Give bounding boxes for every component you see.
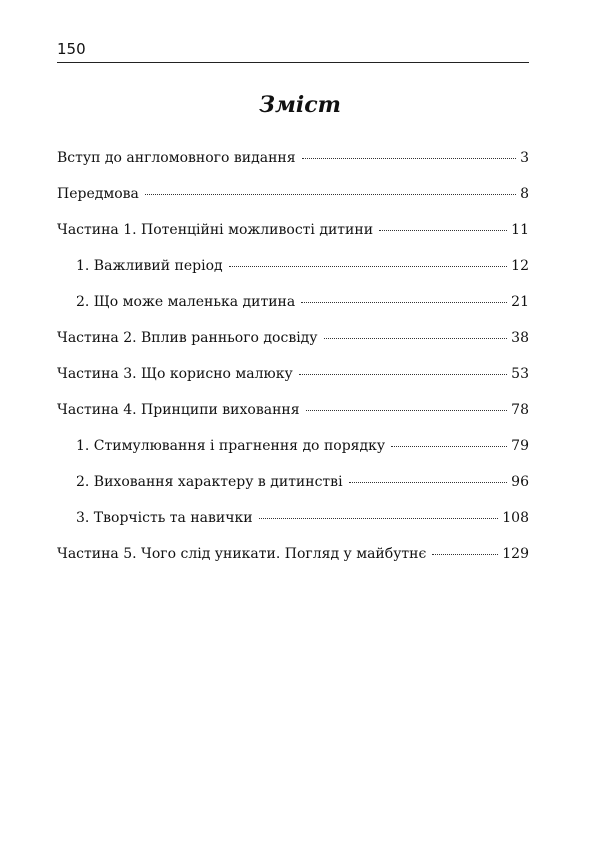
toc-entry[interactable] [57,366,529,382]
toc-entry[interactable] [57,186,529,202]
toc-entry-page: 79 [511,438,529,454]
toc-dot-leader [302,158,517,159]
toc-dot-leader [259,518,499,519]
toc-entry[interactable] [57,150,529,166]
toc-entry[interactable] [76,438,529,454]
toc-entry-page: 21 [511,294,529,310]
toc-dot-leader [306,410,508,411]
toc-entry-page: 3 [520,150,529,166]
toc-entry-label: 1. Стимулювання і прагнення до порядку [76,438,386,454]
toc-entry-label: 1. Важливий період [76,258,223,274]
toc-entry-label: Вступ до англомовного видання [57,150,296,166]
toc-dot-leader [432,554,498,555]
toc-entry-label: Частина 3. Що корисно малюку [57,366,293,382]
toc-entry-page: 96 [511,474,529,490]
toc-entry-page: 53 [511,366,529,382]
toc-dot-leader [145,194,516,195]
toc-entry-label: 3. Творчість та навички [76,510,253,526]
toc-entry[interactable] [57,402,529,418]
toc-entry-label: Частина 4. Принципи виховання [57,402,300,418]
toc-dot-leader [379,230,507,231]
toc-entry-page: 78 [511,402,529,418]
toc-dot-leader [301,302,507,303]
toc-entry-page: 129 [502,546,529,562]
toc-entry-page: 12 [511,258,529,274]
toc-dot-leader [391,446,507,447]
toc-entry-page: 8 [520,186,529,202]
toc-dot-leader [349,482,508,483]
toc-entry-label: Частина 5. Чого слід уникати. Погляд у майбутнє [57,546,427,562]
toc-entry-label: 2. Виховання характеру в дитинстві [76,474,343,490]
toc-entry-label: Передмова [57,186,139,202]
toc-entry-page: 38 [511,330,529,346]
toc-entry-page: 11 [511,222,529,238]
header-rule [57,62,529,63]
toc-entry-page: 108 [502,510,529,526]
toc-entry[interactable] [76,510,529,526]
toc-dot-leader [229,266,508,267]
page-number: 150 [57,40,86,58]
toc-entry-label: Частина 1. Потенційні можливості дитини [57,222,374,238]
toc-entry[interactable] [57,546,529,562]
toc-entry[interactable] [76,474,529,490]
toc-entry-label: 2. Що може маленька дитина [76,294,296,310]
toc-entry[interactable] [57,330,529,346]
toc-entry[interactable] [76,258,529,274]
toc-dot-leader [324,338,508,339]
toc-entry[interactable] [76,294,529,310]
toc-entry[interactable] [57,222,529,238]
page-title: Зміст [259,92,341,118]
toc-dot-leader [299,374,507,375]
toc-entry-label: Частина 2. Вплив раннього досвіду [57,330,318,346]
